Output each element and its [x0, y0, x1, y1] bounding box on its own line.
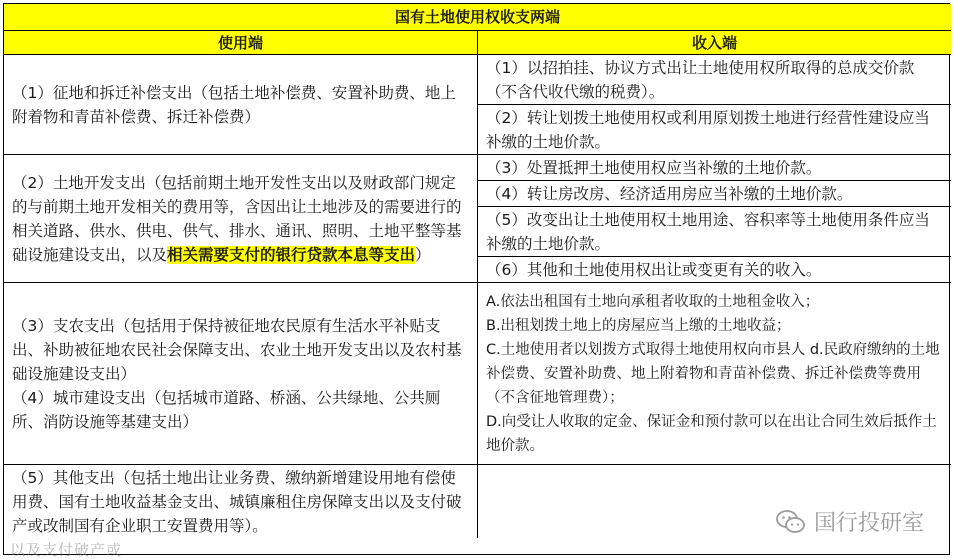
watermark-left: 以及支付破产或 [10, 541, 123, 559]
income-item-4 [478, 181, 951, 207]
use-item-4-text: （4）城市建设支出（包括城市道路、桥涵、公共绿地、公共厕所、消防设施等基建支出） [12, 388, 441, 431]
income-other-b: B.出租划拨土地上的房屋应当上缴的土地收益； [486, 317, 791, 334]
income-item-6-text: （6）其他和土地使用权出让或变更有关的收入。 [486, 260, 822, 279]
income-item-6 [478, 257, 951, 283]
highlighted-loan-interest: 相关需要支付的银行贷款本息等支出 [167, 245, 416, 264]
watermark-brand-text: 国行投研室 [813, 511, 924, 536]
income-item-3-text: （3）处置抵押土地使用权应当补缴的土地价款。 [486, 158, 822, 177]
income-other-a: A.依法出租国有土地向承租者收取的土地租金收入； [486, 293, 820, 310]
income-other-d: D.向受让人收取的定金、保证金和预付款可以在出让合同生效后抵作土地价款。 [486, 413, 937, 454]
use-item-5-text: （5）其他支出（包括土地出让业务费、缴纳新增建设用地有偿使用费、国有土地收益基金支出、城镇廉租住房保障支出以及支付破产或改制国有企业职工安置费用等）。 [12, 468, 462, 535]
column-header-income: 收入端 [478, 31, 951, 55]
use-item-5 [4, 465, 478, 538]
income-item-5-text: （5）改变出让土地使用权土地用途、容积率等土地使用条件应当补缴的土地价款。 [486, 210, 930, 253]
wechat-icon [776, 509, 806, 535]
income-item-3 [478, 155, 951, 181]
use-item-3-text: （3）支农支出（包括用于保持被征地农民原有生活水平补贴支出、补助被征地农民社会保障支出、农业土地开发支出以及农村基础设施建设支出） [12, 316, 462, 383]
table-title: 国有土地使用权收支两端 [4, 4, 951, 31]
income-item-2-text: （2）转让划拨土地使用权或利用原划拨土地进行经营性建设应当补缴的土地价款。 [486, 108, 930, 151]
use-item-2-text [12, 171, 469, 267]
use-items-3-4 [4, 283, 478, 465]
watermark-brand [776, 506, 924, 537]
income-item-4-text: （4）转让房改房、经济适用房应当补缴的土地价款。 [486, 184, 853, 203]
use-item-2-text-a: （2）土地开发支出（包括前期土地开发性支出以及财政部门规定的与前期土地开发相关的费用等，含因出让土地涉及的需要进行的相关道路、供水、供电、供气、排水、通讯、照明、土地平整等基础设施建设支出，以及 [12, 173, 462, 264]
income-item-2 [478, 105, 951, 155]
use-item-2-text-b: ） [415, 245, 431, 264]
column-header-use: 使用端 [4, 31, 478, 55]
income-item-1 [478, 55, 951, 105]
income-item-5 [478, 207, 951, 257]
land-use-rights-table [3, 3, 950, 555]
income-other-items [478, 283, 951, 465]
use-item-1 [4, 55, 478, 155]
use-item-1-text: （1）征地和拆迁补偿支出（包括土地补偿费、安置补助费、地上附着物和青苗补偿费、拆迁补偿费） [12, 83, 456, 126]
income-item-1-text: （1）以招拍挂、协议方式出让土地使用权所取得的总成交价款（不含代收代缴的税费）。 [486, 58, 915, 101]
income-other-c: C.土地使用者以划拨方式取得土地使用权向市县人 d.民政府缴纳的土地补偿费、安置补助费、地上附着物和青苗补偿费、拆迁补偿费等费用（不含征地管理费）； [486, 341, 940, 406]
use-item-2 [4, 155, 478, 283]
